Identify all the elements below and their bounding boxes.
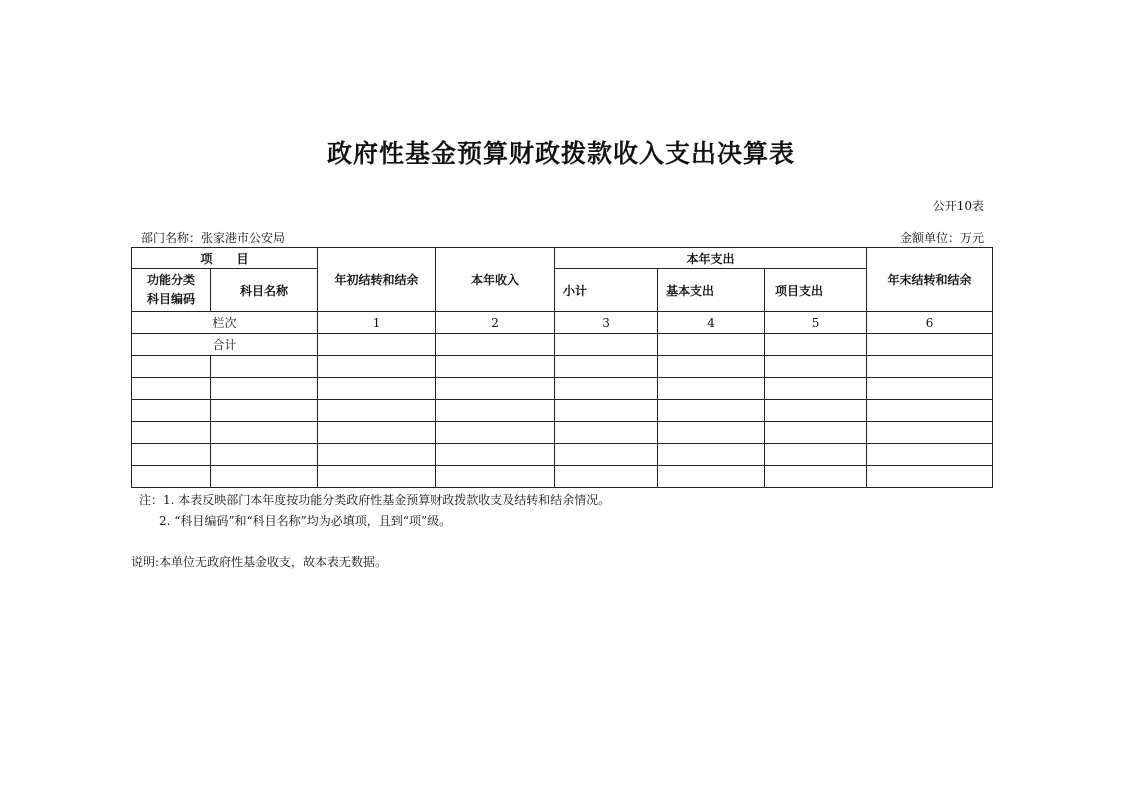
table-cell	[867, 356, 993, 378]
table-cell	[555, 378, 658, 400]
total-label: 合计	[132, 334, 318, 356]
table-cell	[658, 422, 765, 444]
table-cell	[555, 444, 658, 466]
table-cell	[765, 466, 867, 488]
table-cell	[555, 400, 658, 422]
table-cell	[211, 356, 318, 378]
table-cell	[765, 334, 867, 356]
column-label: 栏次	[132, 312, 318, 334]
table-cell	[765, 444, 867, 466]
column-number: 4	[658, 312, 765, 334]
table-cell	[436, 400, 555, 422]
table-row	[132, 422, 993, 444]
table-cell	[436, 378, 555, 400]
table-cell	[436, 422, 555, 444]
table-cell	[555, 466, 658, 488]
table-cell	[658, 400, 765, 422]
table-cell	[867, 422, 993, 444]
table-cell	[555, 422, 658, 444]
table-cell	[132, 400, 211, 422]
department-name: 部门名称：张家港市公安局	[141, 231, 286, 245]
table-cell	[132, 378, 211, 400]
column-number: 6	[867, 312, 993, 334]
table-cell	[318, 378, 436, 400]
table-row	[132, 444, 993, 466]
table-cell	[436, 356, 555, 378]
table-cell	[765, 356, 867, 378]
table-cell	[765, 422, 867, 444]
header-basic-expense: 基本支出	[658, 269, 765, 312]
page-title: 政府性基金预算财政拨款收入支出决算表	[326, 139, 795, 168]
table-row	[132, 466, 993, 488]
table-cell	[867, 378, 993, 400]
table-cell	[211, 466, 318, 488]
table-cell	[658, 356, 765, 378]
note-line-1: 注：1. 本表反映部门本年度按功能分类政府性基金预算财政拨款收支及结转和结余情况。	[139, 493, 611, 507]
header-item: 项 目	[132, 248, 318, 269]
table-cell	[867, 444, 993, 466]
remark-text: 说明:本单位无政府性基金收支，故本表无数据。	[131, 555, 388, 569]
column-number-row	[132, 312, 993, 334]
table-cell	[211, 444, 318, 466]
total-row	[132, 334, 993, 356]
header-function-code-line1: 功能分类	[146, 273, 195, 287]
table-cell	[436, 466, 555, 488]
table-cell	[132, 444, 211, 466]
table-cell	[867, 400, 993, 422]
table-cell	[555, 334, 658, 356]
table-cell	[658, 334, 765, 356]
header-expense: 本年支出	[555, 248, 867, 269]
table-cell	[132, 466, 211, 488]
header-project-expense: 项目支出	[765, 269, 867, 312]
header-income: 本年收入	[436, 248, 555, 312]
table-cell	[658, 466, 765, 488]
table-cell	[318, 466, 436, 488]
table-notes	[139, 490, 610, 532]
table-cell	[318, 444, 436, 466]
table-cell	[132, 356, 211, 378]
column-number: 3	[555, 312, 658, 334]
amount-unit: 金额单位：万元	[899, 231, 984, 245]
table-cell	[132, 422, 211, 444]
table-number: 公开10表	[932, 199, 984, 213]
table-cell	[318, 356, 436, 378]
header-begin-balance: 年初结转和结余	[318, 248, 436, 312]
table-row	[132, 400, 993, 422]
header-function-code	[132, 269, 211, 312]
column-number: 5	[765, 312, 867, 334]
table-cell	[436, 334, 555, 356]
table-cell	[658, 444, 765, 466]
table-cell	[658, 378, 765, 400]
table-cell	[765, 400, 867, 422]
note-line-2: 2. “科目编码”和“科目名称”均为必填项，且到“项”级。	[159, 514, 452, 528]
table-cell	[318, 400, 436, 422]
table-cell	[765, 378, 867, 400]
header-row-2	[132, 269, 993, 312]
column-number: 1	[318, 312, 436, 334]
table-cell	[867, 334, 993, 356]
header-subject-name: 科目名称	[211, 269, 318, 312]
table-cell	[867, 466, 993, 488]
header-subtotal: 小计	[555, 269, 658, 312]
header-function-code-line2: 科目编码	[146, 292, 195, 306]
table-row	[132, 356, 993, 378]
table-row	[132, 378, 993, 400]
table-cell	[436, 444, 555, 466]
table-cell	[211, 422, 318, 444]
table-cell	[318, 422, 436, 444]
column-number: 2	[436, 312, 555, 334]
table-cell	[555, 356, 658, 378]
table-cell	[318, 334, 436, 356]
header-end-balance: 年末结转和结余	[867, 248, 993, 312]
budget-table	[131, 247, 993, 488]
table-cell	[211, 378, 318, 400]
header-row-1	[132, 248, 993, 269]
table-cell	[211, 400, 318, 422]
